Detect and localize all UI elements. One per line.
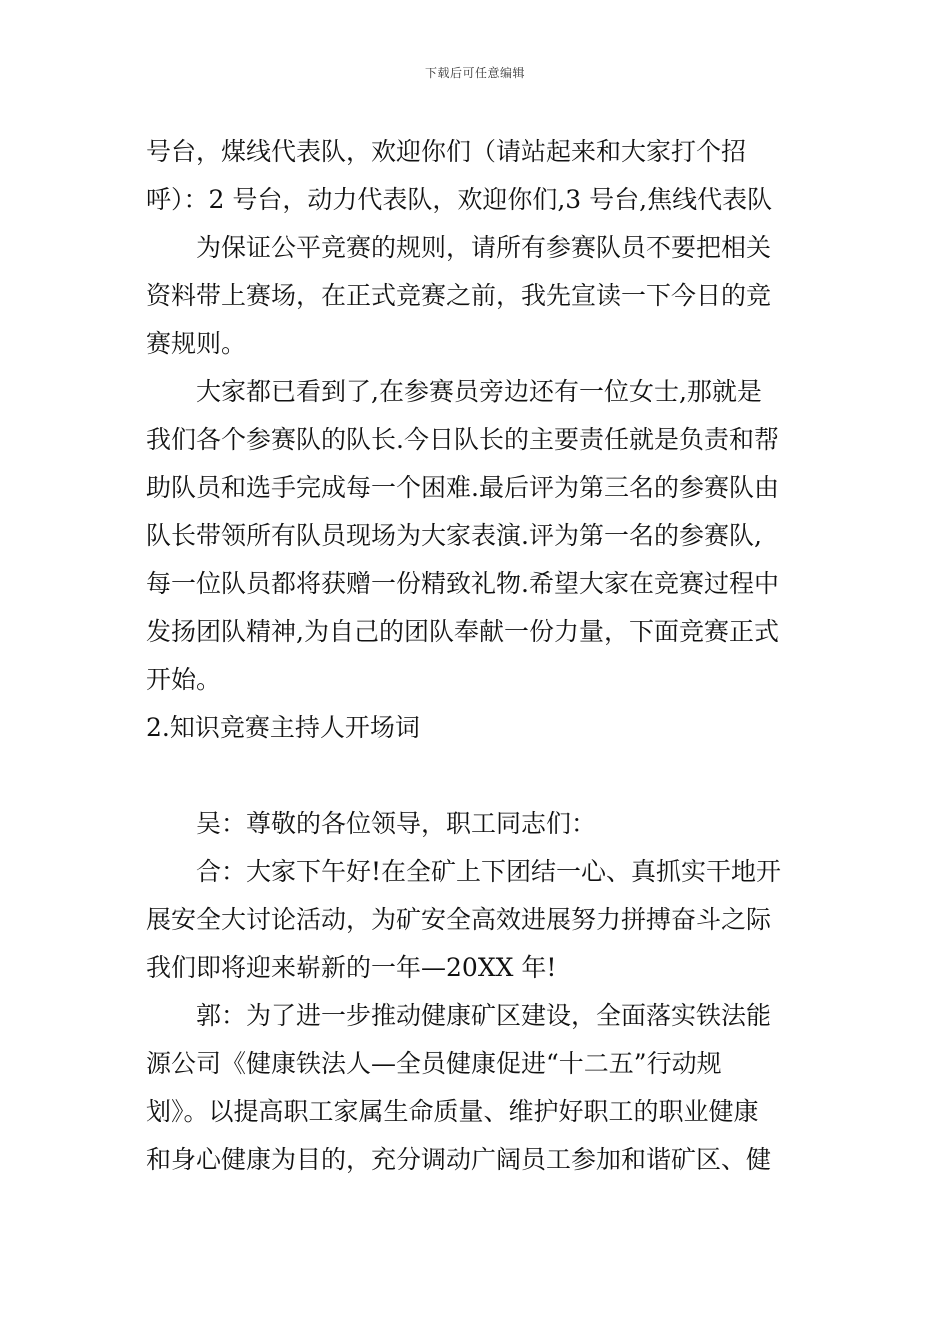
text-line: 资料带上赛场，在正式竞赛之前，我先宣读一下今日的竞 xyxy=(146,281,772,310)
paragraph-first-line: 合：大家下午好!在全矿上下团结一心、真抓实干地开 xyxy=(196,857,782,886)
text-line: 每一位队员都将获赠一份精致礼物.希望大家在竞赛过程中 xyxy=(146,569,779,598)
text-line: 队长带领所有队员现场为大家表演.评为第一名的参赛队, xyxy=(146,521,762,550)
blank-line xyxy=(146,752,811,800)
paragraph-first-line: 为保证公平竞赛的规则，请所有参赛队员不要把相关 xyxy=(196,233,772,262)
text-line: 号台，煤线代表队，欢迎你们（请站起来和大家打个招 xyxy=(146,137,747,166)
text-line: 开始。 xyxy=(146,665,222,694)
paragraph-first-line: 大家都已看到了,在参赛员旁边还有一位女士,那就是 xyxy=(196,377,762,406)
text-line: 源公司《健康铁法人—全员健康促进“十二五”行动规 xyxy=(146,1049,722,1078)
text-line: 赛规则。 xyxy=(146,329,247,358)
paragraph-first-line: 郭：为了进一步推动健康矿区建设，全面落实铁法能 xyxy=(196,1001,772,1030)
text-line: 我们各个参赛队的队长.今日队长的主要责任就是负责和帮 xyxy=(146,425,779,454)
section-heading: 2.知识竞赛主持人开场词 xyxy=(146,713,420,742)
document-body xyxy=(146,128,811,1184)
text-line: 呼）：2 号台，动力代表队，欢迎你们,3 号台,焦线代表队 xyxy=(146,185,773,214)
text-line: 助队员和选手完成每一个困难.最后评为第三名的参赛队由 xyxy=(146,473,779,502)
text-line: 和身心健康为目的，充分调动广阔员工参加和谐矿区、健 xyxy=(146,1145,772,1174)
page-header-note: 下载后可任意编辑 xyxy=(424,66,525,80)
text-line: 我们即将迎来崭新的一年—20XX 年! xyxy=(146,953,557,982)
text-line: 划》。以提高职工家属生命质量、维护好职工的职业健康 xyxy=(146,1097,759,1126)
text-line: 发扬团队精神,为自己的团队奉献一份力量，下面竞赛正式 xyxy=(146,617,779,646)
paragraph-first-line: 吴：尊敬的各位领导，职工同志们： xyxy=(196,809,597,838)
text-line: 展安全大讨论活动，为矿安全高效进展努力拼搏奋斗之际 xyxy=(146,905,772,934)
